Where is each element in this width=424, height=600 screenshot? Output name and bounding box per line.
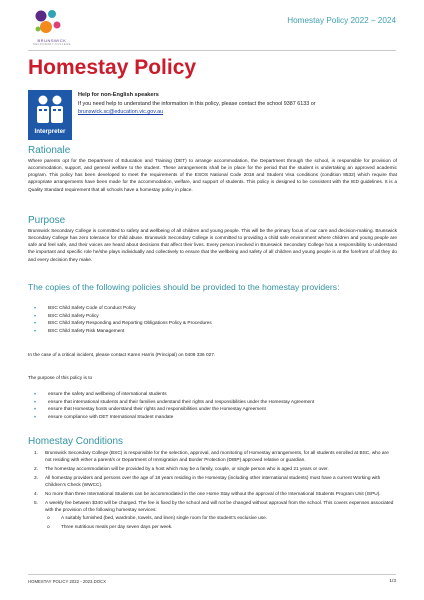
rationale-heading: Rationale (28, 145, 71, 156)
sub-item-text: A suitably furnished (bed, wardrobe, towels, and linen) single room for the student's exclusive use. (61, 515, 268, 521)
item-text: All homestay providers and persons over the age of 18 years residing in the Homestay (including other international students) must have a current Working with Children's Check (WWCC). (45, 476, 381, 488)
conditions-list (34, 451, 396, 534)
help-title: Help for non-English speakers (78, 92, 159, 98)
list-item: • ensure that Homestay hosts understand their rights and responsibilities under the Homestay Agreement (34, 406, 314, 414)
sub-list-item (45, 525, 396, 532)
page-title: Homestay Policy (28, 56, 197, 79)
help-text (78, 101, 378, 117)
logo-wordmark: BRUNSWICK (37, 38, 67, 43)
item-number: 4. (34, 491, 38, 497)
page-number: 1/3 (389, 579, 396, 584)
policy-purpose-list (34, 391, 314, 421)
sub-list-item (45, 516, 396, 523)
header-title: Homestay Policy 2022 – 2024 (287, 16, 396, 25)
list-item: • ensure compliance with DET International Student mandate (34, 414, 314, 422)
logo-subtext: SECONDARY COLLEGE (33, 43, 71, 46)
list-item: • BSC Child Safety Code of Conduct Policy (34, 305, 212, 313)
bullet-circle-icon: o (47, 515, 50, 521)
interpreter-label: Interpreter (34, 128, 66, 135)
item-number: 1. (34, 451, 38, 456)
condition-item (34, 491, 396, 499)
list-item: • BSC Child Safety Responding and Reporting Obligations Policy & Procedures (34, 320, 212, 328)
bullet-circle-icon: o (47, 524, 50, 530)
list-item: • BSC Child Safety Risk Management (34, 328, 212, 336)
conditions-heading: Homestay Conditions (28, 436, 124, 447)
item-text: Brunswick Secondary College (BSC) is responsible for the selection, approval, and monitoring of Homestay arrangements, for all students enrolled at BSC, who are not residing with either a parent/s or Department of Immigration and Border Protection (DIBP) approved relative or guardian. (45, 451, 389, 463)
item-text: A weekly fee between $340 will be charged. The fee is fixed by the school and will not be changed without approval from the school. This covers expenses associated with the provision of the following homestay services: (45, 501, 394, 513)
list-item: • BSC Child Safety Policy (34, 313, 212, 321)
item-number: 2. (34, 466, 38, 472)
purpose-text: Brunswick Secondary College is committed to safety and wellbeing of all children and young people. This will be the primary focus of our care and decision-making. Brunswick Secondary College has zero tolerance for child abuse. Brunswick Secondary College is committed to providing a child safe environment where children and young people are safe and feel safe, and their voices are heard about decisions that affect their lives. Every person involved in Brunswick Secondary College has a responsibility to understand the important and specific role he/she plays individually and collectively to ensure that the wellbeing and safety of all children and young people is at the forefront of all they do and every decision they make. (28, 229, 397, 263)
services-sublist (45, 516, 396, 532)
interpreter-badge (28, 90, 72, 140)
critical-incident-text: In the case of a critical incident, please contact Karen Harris (Principal) on 0409 336 027. (28, 353, 216, 358)
footer-divider (28, 574, 396, 575)
item-number: 5. (34, 501, 38, 506)
policy-purpose-intro: The purpose of this policy is to (28, 376, 93, 381)
copies-list (34, 305, 212, 335)
item-text: No more than three International Students can be accommodated in the one Home Stay without the approval of the International Students Program Unit (ISPU). (45, 491, 381, 497)
list-item: • ensure the safety and wellbeing of international students (34, 391, 314, 399)
list-item: • ensure that international students and their families understand their rights and responsibilities under the Homestay Agreement (34, 399, 314, 407)
sub-item-text: Three nutritious meals per day seven days per week. (61, 524, 173, 530)
school-logo-icon (28, 8, 74, 42)
header-divider (28, 50, 396, 51)
condition-item (34, 501, 396, 532)
rationale-text: Where parents opt for the Department of Education and Training (DET) to arrange accommodation, the Department through the school, is responsible for provision of accommodation, support, and general welfare to the student. These arrangements shall be in place for the period that the student is undertaking an approved academic program. This policy has been developed to meet the requirements of the ESOS National Code 2018 and Student Visa conditions (condition 8532) which require that appropriate arrangements have been made for the accommodation, welfare, and support of students. This policy is designed to be consistent with the IED guidelines. It is a Quality Standard requirement that all schools have a homestay policy in place. (28, 159, 397, 193)
help-email-link[interactable]: brunswick.sc@education.vic.gov.au (78, 108, 164, 115)
item-text: The homestay accommodation will be provided by a host which may be a family, couple, or single person who is aged 21 years or over. (45, 466, 329, 472)
footer-filename: HOMESTAY POLICY 2022 - 2023.DOCX (28, 579, 107, 584)
condition-item (34, 451, 396, 465)
item-number: 3. (34, 476, 38, 481)
help-description: If you need help to understand the information in this policy, please contact the school 9387 6133 or (78, 101, 316, 107)
condition-item (34, 476, 396, 490)
purpose-heading: Purpose (28, 215, 66, 226)
condition-item (34, 466, 396, 474)
copies-heading: The copies of the following policies should be provided to the homestay providers: (28, 282, 340, 292)
